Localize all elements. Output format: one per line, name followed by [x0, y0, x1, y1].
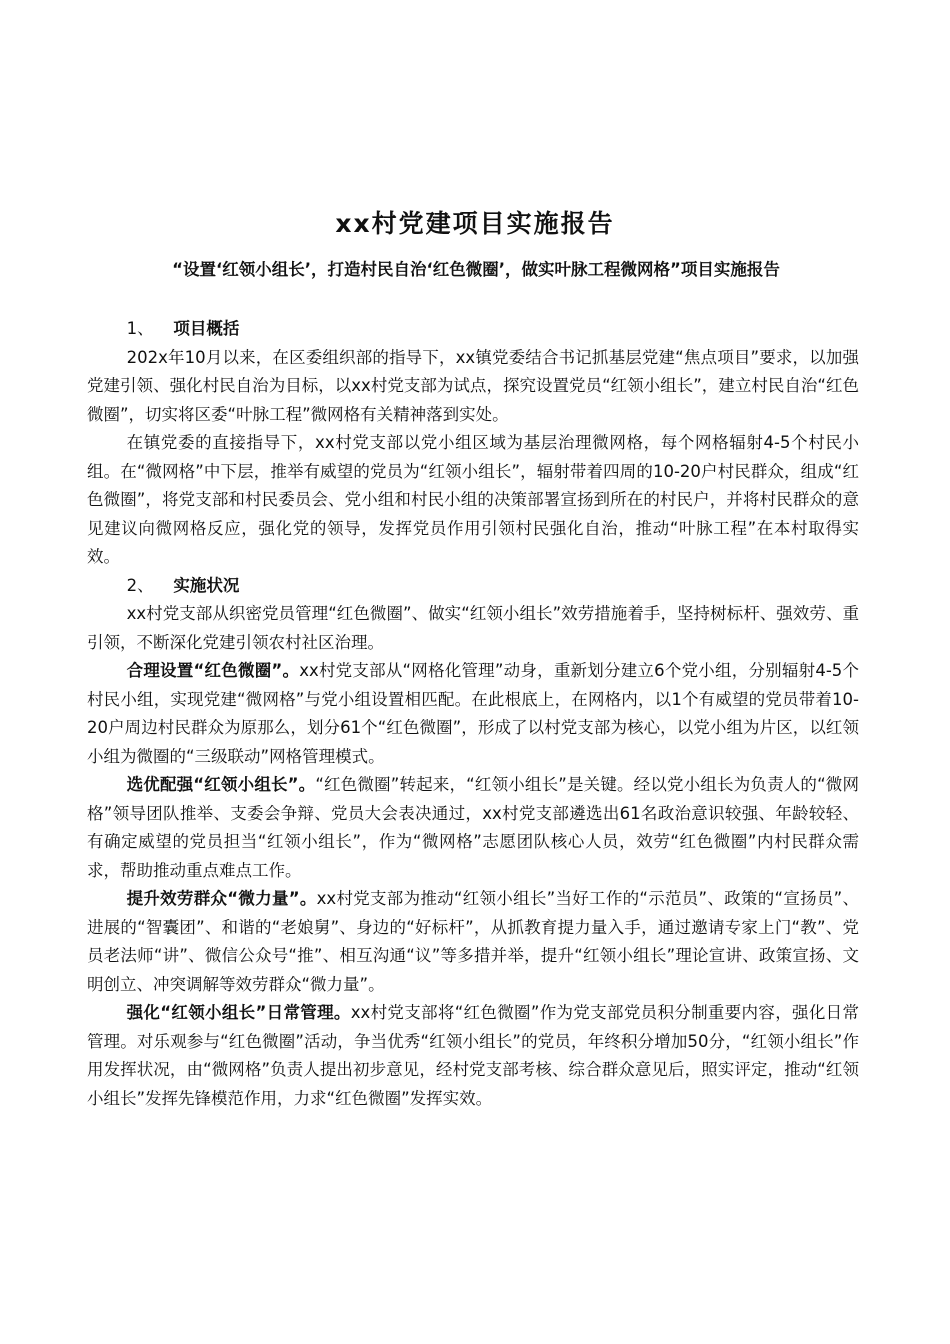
section-number: 1、 [126, 319, 154, 338]
paragraph [87, 771, 859, 885]
paragraph [87, 344, 859, 430]
paragraph-lead: 合理设置“红色微圈”。 [126, 661, 300, 680]
section-heading [87, 572, 859, 601]
document-subtitle: “设置‘红领小组长’，打造村民自治‘红色微圈’，做实叶脉工程微网格”项目实施报告 [172, 260, 780, 279]
paragraph-text: xx村党支部为推动“红领小组长”当好工作的“示范员”、政策的“宣扬员”、进展的“智囊团”、和谐的“老娘舅”、身边的“好标杆”，从抓教育提力量入手，通过邀请专家上门“教”、党员老法师“讲”、微信公众号“推”、相互沟通“议”等多措并举，提升“红领小组长”理论宣讲、政策宣扬、文明创立、冲突调解等效劳群众“微力量”。 [87, 889, 859, 994]
paragraph [87, 657, 859, 771]
paragraph-text: 在镇党委的直接指导下，xx村党支部以党小组区域为基层治理微网格，每个网格辐射4-5个村民小组。在“微网格”中下层，推举有威望的党员为“红领小组长”，辐射带着四周的10-20户村民群众，组成“红色微圈”，将党支部和村民委员会、党小组和村民小组的决策部署宣扬到所在的村民户，并将村民群众的意见建议向微网格反应，强化党的领导，发挥党员作用引领村民强化自治，推动“叶脉工程”在本村取得实效。 [87, 433, 859, 566]
paragraph-text: “红色微圈”转起来，“红领小组长”是关键。经以党小组长为负责人的“微网格”领导团队推举、支委会争辩、党员大会表决通过，xx村党支部遴选出61名政治意识较强、年龄较轻、有确定威望的党员担当“红领小组长”，作为“微网格”志愿团队核心人员，效劳“红色微圈”内村民群众需求，帮助推动重点难点工作。 [87, 775, 859, 880]
section-title: 实施状况 [173, 575, 240, 595]
paragraph-text: 202x年10月以来，在区委组织部的指导下，xx镇党委结合书记抓基层党建“焦点项目”要求，以加强党建引领、强化村民自治为目标，以xx村党支部为试点，探究设置党员“红领小组长”，建立村民自治“红色微圈”，切实将区委“叶脉工程”微网格有关精神落到实处。 [87, 347, 859, 424]
paragraph-lead: 提升效劳群众“微力量”。 [126, 889, 317, 908]
section-number: 2、 [126, 575, 154, 595]
paragraph [87, 600, 859, 657]
paragraph-lead: 选优配强“红领小组长”。 [126, 775, 316, 794]
paragraph-text: xx村党支部从织密党员管理“红色微圈”、做实“红领小组长”效劳措施着手，坚持树标杆、强效劳、重引领，不断深化党建引领农村社区治理。 [87, 604, 859, 652]
document-body [87, 315, 859, 1113]
paragraph-text: xx村党支部从“网格化管理”动身，重新划分建立6个党小组，分别辐射4-5个村民小组，实现党建“微网格”与党小组设置相匹配。在此根底上，在网格内，以1个有威望的党员带着10-20户周边村民群众为原那么，划分61个“红色微圈”，形成了以村党支部为核心，以党小组为片区，以红领小组为微圈的“三级联动”网格管理模式。 [87, 661, 859, 766]
paragraph [87, 999, 859, 1113]
paragraph [87, 885, 859, 999]
paragraph [87, 429, 859, 572]
document-title: xx村党建项目实施报告 [335, 209, 615, 238]
section-title: 项目概括 [173, 319, 240, 338]
paragraph-lead: 强化“红领小组长”日常管理。 [126, 1003, 351, 1022]
section-heading [87, 315, 859, 344]
paragraph-text: xx村党支部将“红色微圈”作为党支部党员积分制重要内容，强化日常管理。对乐观参与“红色微圈”活动，争当优秀“红领小组长”的党员，年终积分增加50分，“红领小组长”作用发挥状况，由“微网格”负责人提出初步意见，经村党支部考核、综合群众意见后，照实评定，推动“红领小组长”发挥先锋模范作用，力求“红色微圈”发挥实效。 [87, 1003, 859, 1108]
